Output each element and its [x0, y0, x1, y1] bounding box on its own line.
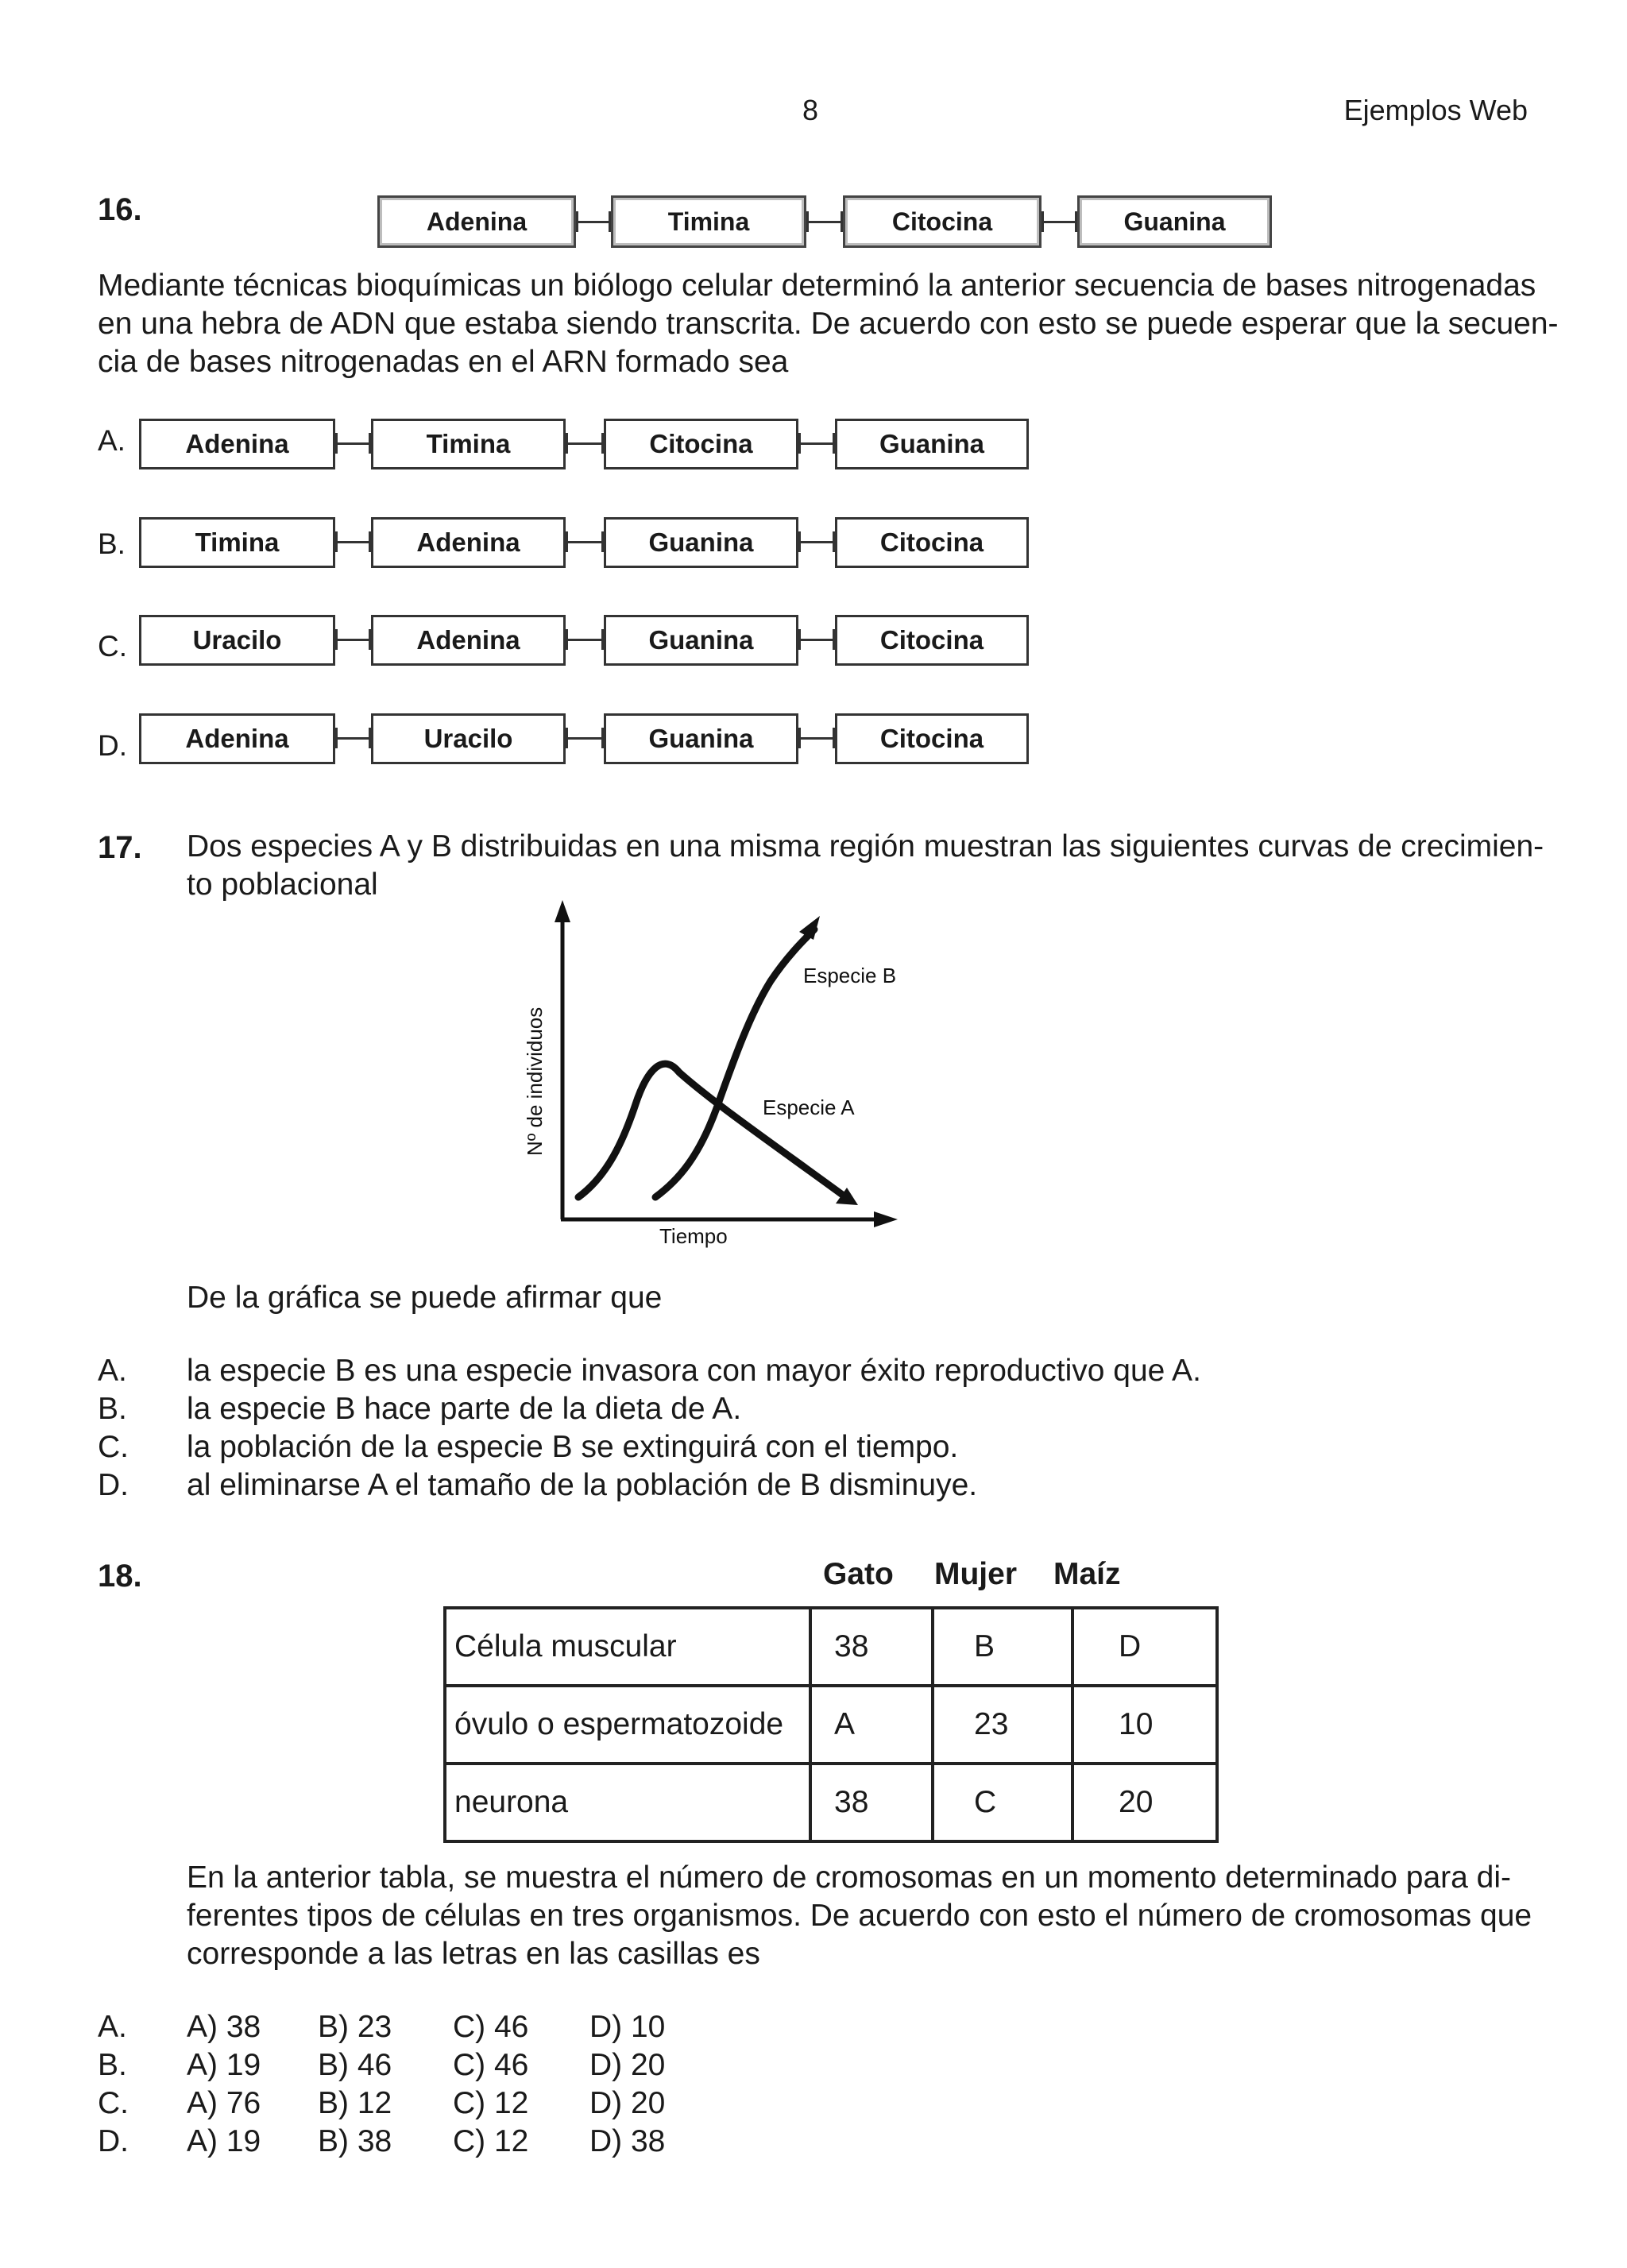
sequence-connector [806, 221, 843, 223]
sequence-connector [1042, 221, 1077, 223]
text-line: ferentes tipos de células en tres organismos. De acuerdo con esto el número de cromosomas que [187, 1899, 1532, 1933]
option-value: A) 76 [187, 2086, 261, 2120]
question-16-number: 16. [98, 192, 142, 227]
option-value: B) 38 [318, 2124, 392, 2158]
connector-tick [576, 211, 578, 232]
question-17-text [187, 828, 1544, 904]
option-connector [798, 541, 835, 543]
option-box: Guanina [835, 419, 1029, 469]
connector-tick [566, 728, 568, 748]
table-cell: 10 [1072, 1686, 1217, 1764]
text-line: en una hebra de ADN que estaba siendo transcrita. De acuerdo con esto se puede esperar que la secuen- [98, 307, 1559, 341]
row-label: óvulo o espermatozoide [445, 1686, 810, 1764]
connector-tick [798, 531, 801, 552]
option-box: Citocina [604, 419, 798, 469]
series-especie-a-label: Especie A [763, 1095, 855, 1119]
option-c-sequence[interactable] [0, 615, 1627, 672]
option-box: Guanina [604, 517, 798, 568]
option-value: C) 46 [453, 2010, 529, 2044]
option-box: Uracilo [139, 615, 335, 666]
option-letter: A. [98, 2010, 127, 2044]
option-value: D) 38 [589, 2124, 666, 2158]
page-number: 8 [802, 94, 819, 126]
answer-option-c[interactable] [98, 2084, 665, 2123]
table-cell: D [1072, 1608, 1217, 1686]
option-text: la especie B es una especie invasora con mayor éxito reproductivo que A. [187, 1354, 1201, 1388]
connector-tick [798, 728, 801, 748]
header-title: Ejemplos Web [1343, 94, 1528, 126]
option-d-sequence[interactable] [0, 713, 1627, 771]
answer-option-a[interactable] [98, 2008, 665, 2046]
sequence-connector [576, 221, 611, 223]
option-letter: C. [98, 1430, 129, 1464]
option-connector [798, 442, 835, 445]
y-axis-label: Nº de individuos [523, 1006, 547, 1156]
option-b-letter: B. [98, 527, 126, 560]
option-value: C) 46 [453, 2048, 529, 2082]
table-row [445, 1608, 1217, 1686]
option-value: D) 20 [589, 2086, 666, 2120]
dna-sequence-diagram [0, 195, 1627, 253]
option-a-letter: A. [98, 424, 126, 457]
option-connector [566, 442, 604, 445]
text-line: cia de bases nitrogenadas en el ARN formado sea [98, 345, 789, 379]
connector-tick [335, 629, 338, 650]
option-box: Adenina [139, 713, 335, 764]
option-a-sequence[interactable] [0, 419, 1627, 476]
table-cell: 38 [810, 1608, 933, 1686]
option-letter: A. [98, 1354, 127, 1388]
option-box: Citocina [835, 615, 1029, 666]
connector-tick [335, 433, 338, 454]
sequence-box-2: Timina [611, 195, 806, 248]
option-box: Timina [139, 517, 335, 568]
option-c-letter: C. [98, 630, 127, 663]
series-especie-a-line [578, 1064, 850, 1200]
chromosome-table [443, 1606, 1219, 1843]
option-value: A) 19 [187, 2048, 261, 2082]
option-box: Uracilo [371, 713, 566, 764]
text-line: Mediante técnicas bioquímicas un biólogo celular determinó la anterior secuencia de bases nitrogenadas [98, 269, 1536, 303]
option-connector [798, 737, 835, 740]
option-box: Timina [371, 419, 566, 469]
answer-option-a[interactable] [98, 1352, 1201, 1390]
table-cell: 23 [933, 1686, 1072, 1764]
table-cell: C [933, 1764, 1072, 1841]
option-value: C) 12 [453, 2124, 529, 2158]
column-header-maiz: Maíz [1053, 1557, 1121, 1591]
option-value: B) 12 [318, 2086, 392, 2120]
table-cell: 38 [810, 1764, 933, 1841]
row-label: neurona [445, 1764, 810, 1841]
question-18-text [187, 1859, 1532, 1973]
connector-tick [798, 629, 801, 650]
connector-tick [566, 531, 568, 552]
connector-tick [335, 728, 338, 748]
sequence-box-4: Guanina [1077, 195, 1272, 248]
option-value: D) 20 [589, 2048, 666, 2082]
option-box: Citocina [835, 713, 1029, 764]
question-17-prompt: De la gráfica se puede afirmar que [187, 1281, 663, 1315]
question-17-number: 17. [98, 830, 142, 865]
text-line: corresponde a las letras en las casillas es [187, 1937, 760, 1971]
option-letter: B. [98, 2048, 127, 2082]
connector-tick [798, 433, 801, 454]
question-17-options [98, 1352, 1201, 1505]
connector-tick [806, 211, 809, 232]
answer-option-d[interactable] [98, 2123, 665, 2161]
option-letter: B. [98, 1392, 127, 1426]
connector-tick [335, 531, 338, 552]
table-cell: 20 [1072, 1764, 1217, 1841]
answer-option-d[interactable] [98, 1466, 1201, 1505]
option-box: Adenina [371, 615, 566, 666]
option-value: A) 19 [187, 2124, 261, 2158]
option-d-letter: D. [98, 729, 127, 762]
text-line: En la anterior tabla, se muestra el número de cromosomas en un momento determinado para di- [187, 1860, 1512, 1895]
option-value: B) 23 [318, 2010, 392, 2044]
answer-option-c[interactable] [98, 1428, 1201, 1466]
option-text: la especie B hace parte de la dieta de A. [187, 1392, 742, 1426]
question-18-number: 18. [98, 1559, 142, 1594]
connector-tick [566, 629, 568, 650]
population-growth-chart [508, 894, 922, 1259]
option-value: C) 12 [453, 2086, 529, 2120]
answer-option-b[interactable] [98, 2046, 665, 2084]
table-row [445, 1686, 1217, 1764]
table-cell: B [933, 1608, 1072, 1686]
option-connector [798, 639, 835, 641]
option-connector [566, 639, 604, 641]
column-header-mujer: Mujer [934, 1557, 1018, 1591]
option-connector [335, 442, 371, 445]
option-box: Adenina [371, 517, 566, 568]
option-connector [566, 737, 604, 740]
option-letter: C. [98, 2086, 129, 2120]
option-text: al eliminarse A el tamaño de la población de B disminuye. [187, 1468, 978, 1502]
connector-tick [1042, 211, 1044, 232]
sequence-box-1: Adenina [377, 195, 576, 248]
option-box: Citocina [835, 517, 1029, 568]
column-header-gato: Gato [823, 1557, 894, 1591]
y-axis-arrow [555, 900, 570, 922]
option-box: Guanina [604, 615, 798, 666]
option-letter: D. [98, 2124, 129, 2158]
option-connector [335, 639, 371, 641]
x-axis-arrow [874, 1211, 898, 1227]
series-especie-b-label: Especie B [803, 964, 897, 987]
question-16-text [98, 267, 1559, 381]
option-connector [335, 737, 371, 740]
table-cell: A [810, 1686, 933, 1764]
option-connector [566, 541, 604, 543]
option-box: Adenina [139, 419, 335, 469]
option-box: Guanina [604, 713, 798, 764]
option-value: A) 38 [187, 2010, 261, 2044]
option-b-sequence[interactable] [0, 517, 1627, 574]
sequence-box-3: Citocina [843, 195, 1042, 248]
answer-option-b[interactable] [98, 1390, 1201, 1428]
option-connector [335, 541, 371, 543]
question-18-options [98, 2008, 665, 2161]
option-text: la población de la especie B se extinguirá con el tiempo. [187, 1430, 959, 1464]
option-value: D) 10 [589, 2010, 666, 2044]
row-label: Célula muscular [445, 1608, 810, 1686]
option-value: B) 46 [318, 2048, 392, 2082]
text-line: Dos especies A y B distribuidas en una misma región muestran las siguientes curvas de crecimien- [187, 829, 1544, 864]
connector-tick [566, 433, 568, 454]
text-line: to poblacional [187, 867, 378, 902]
option-letter: D. [98, 1468, 129, 1502]
table-row [445, 1764, 1217, 1841]
x-axis-label: Tiempo [659, 1224, 728, 1248]
